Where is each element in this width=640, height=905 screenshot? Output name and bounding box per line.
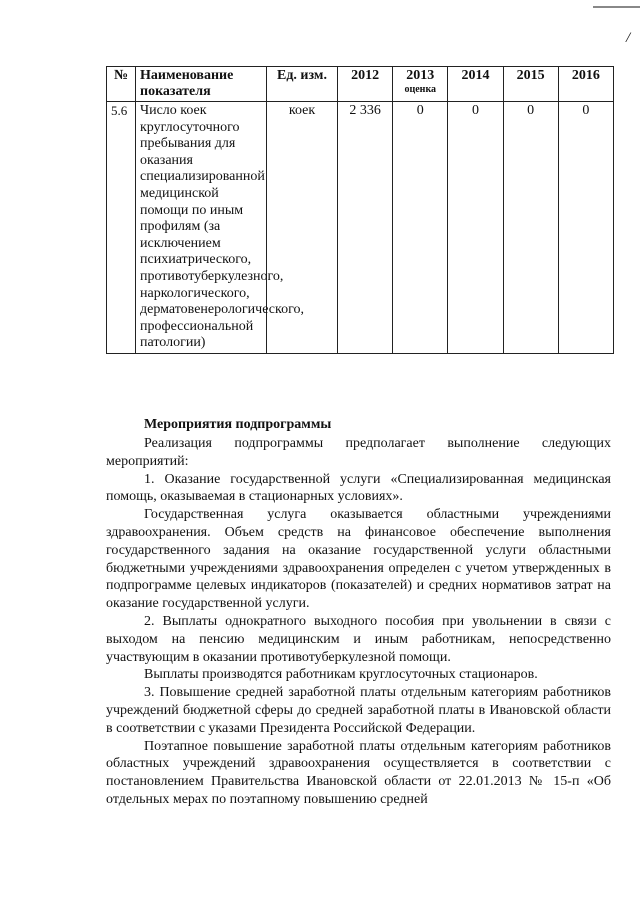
paragraph-item-2: 2. Выплаты однократного выходного пособия при увольнении в связи с выходом на пенсию медицинским и иным работникам, непосредственно участвующим в оказании противотуберкулезной помощи.	[106, 613, 611, 665]
header-indicator-name: Наименование показателя	[136, 67, 267, 102]
header-year-2015: 2015	[503, 67, 558, 102]
row-value-2014: 0	[448, 102, 503, 354]
row-value-2013: 0	[393, 102, 448, 354]
header-year-2012: 2012	[338, 67, 393, 102]
header-year-2013-estimate: оценка	[404, 84, 437, 95]
paragraph-payments: Выплаты производятся работникам круглосуточных стационаров.	[144, 667, 538, 683]
table-header-row	[107, 67, 614, 102]
header-year-2014: 2014	[448, 67, 503, 102]
row-value-2015: 0	[503, 102, 558, 354]
header-number: №	[107, 67, 136, 102]
paragraph-state-service: Государственная услуга оказывается областными учреждениями здравоохранения. Объем средств на финансовое обеспечение выполнения государственного задания на оказание государственной услуги областными бюджетными учреждениями здравоохранения определен с учетом утвержденных в подпрограмме целевых индикаторов (показателей) и средних нормативов затрат на оказание государственной услуги.	[106, 507, 611, 612]
row-number: 5.6	[107, 102, 136, 354]
header-year-2013-label: 2013	[406, 68, 435, 83]
subprogram-activities-section	[106, 416, 611, 809]
row-unit: коек	[267, 102, 338, 354]
page-mark: /	[626, 30, 631, 46]
table-row	[107, 102, 614, 354]
top-edge-line	[593, 6, 640, 8]
section-heading: Мероприятия подпрограммы	[144, 417, 332, 432]
paragraph-item-1: 1. Оказание государственной услуги «Специализированная медицинская помощь, оказываемая в стационарных условиях».	[106, 471, 611, 505]
row-indicator-name: Число коек круглосуточного пребывания для оказания специализированной медицинской помощи по иным профилям (за исключением психиатрического, противотуберкулезного, наркологического, дерматовенерологического, профессиональной патологии)	[136, 102, 267, 354]
row-value-2012: 2 336	[338, 102, 393, 354]
header-year-2013	[393, 67, 448, 102]
row-value-2016: 0	[558, 102, 613, 354]
indicators-table	[106, 66, 614, 354]
paragraph-intro: Реализация подпрограммы предполагает выполнение следующих мероприятий:	[106, 436, 611, 469]
header-year-2016: 2016	[558, 67, 613, 102]
paragraph-salary-increase: Поэтапное повышение заработной платы отдельным категориям работников областных учреждений здравоохранения осуществляется в соответствии с постановлением Правительства Ивановской области от 22.01.2013 № 15-п «Об отдельных мерах по поэтапному повышению средней	[106, 738, 611, 807]
paragraph-item-3: 3. Повышение средней заработной платы отдельным категориям работников учреждений бюджетной сферы до средней заработной платы в Ивановской области в соответствии с указами Президента Российской Федерации.	[106, 685, 611, 736]
header-unit: Ед. изм.	[267, 67, 338, 102]
